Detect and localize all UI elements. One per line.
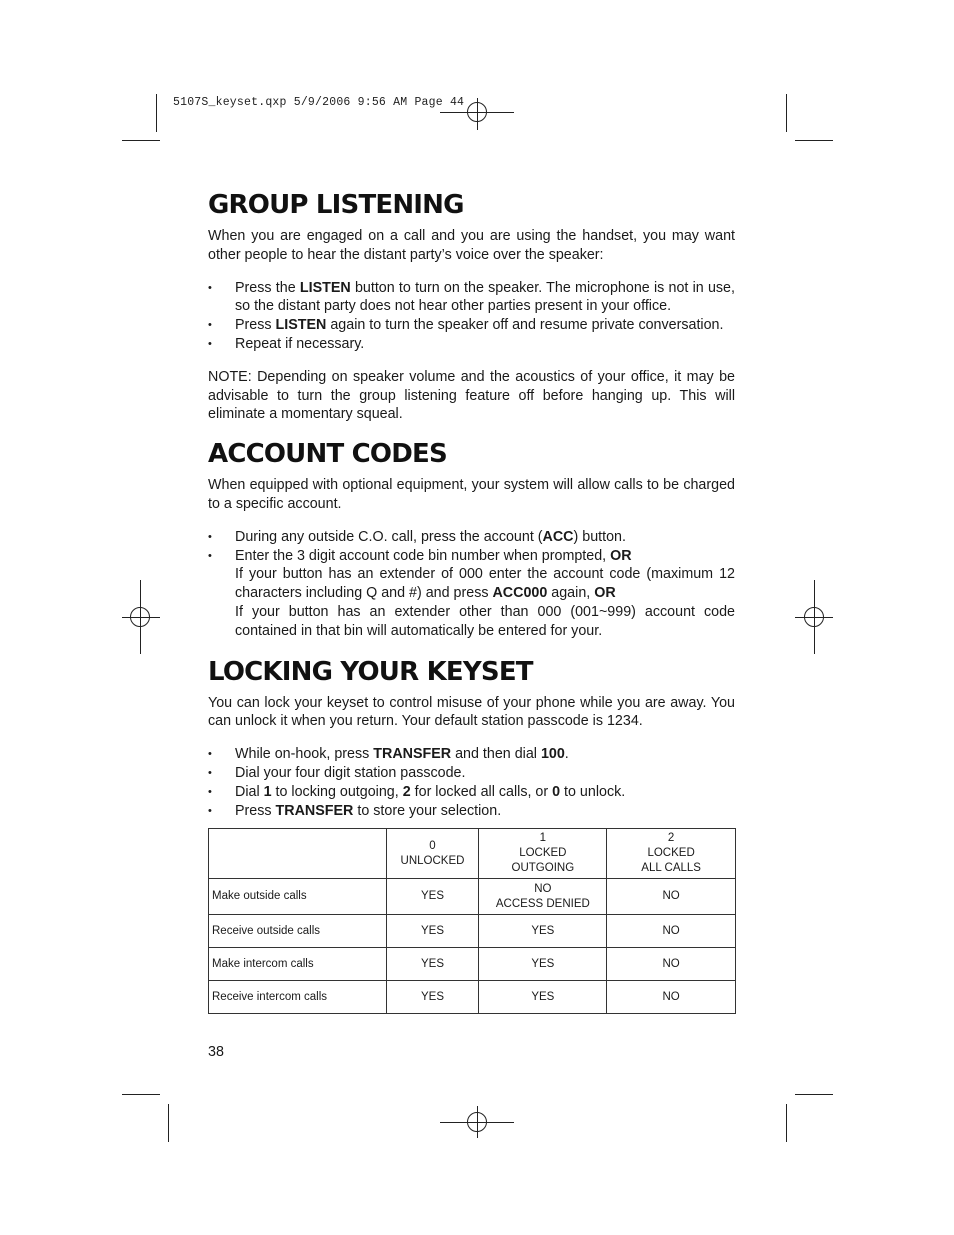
table-row (209, 879, 736, 915)
crop-mark (786, 94, 787, 132)
page-number: 38 (208, 1044, 224, 1060)
crop-mark (122, 140, 160, 141)
table-cell: YES (479, 981, 607, 1014)
table-header-cell: 0 UNLOCKED (386, 829, 479, 879)
table-cell: YES (386, 915, 479, 948)
crop-mark (168, 1104, 169, 1142)
table-row (209, 981, 736, 1014)
bullet-list (208, 745, 735, 820)
table-header-row (209, 829, 736, 879)
section-group-listening (208, 188, 735, 424)
list-item: • Dial your four digit station passcode. (208, 764, 735, 783)
table-cell: YES (479, 948, 607, 981)
crop-mark (795, 140, 833, 141)
table-cell: NO (607, 948, 736, 981)
list-item: • During any outside C.O. call, press the account (ACC) button. (208, 528, 735, 547)
list-item: • Press TRANSFER to store your selection. (208, 802, 735, 821)
section-heading: ACCOUNT CODES (208, 439, 447, 470)
table-header-cell: 2 LOCKED ALL CALLS (607, 829, 736, 879)
page-content (208, 188, 735, 820)
table-header-cell: 1 LOCKED OUTGOING (479, 829, 607, 879)
table-cell: NO ACCESS DENIED (479, 879, 607, 915)
lock-status-table (208, 828, 736, 1014)
section-intro: You can lock your keyset to control misuse of your phone while you are away. You can unlock it when you return. Your default station passcode is 1234. (208, 694, 735, 730)
table-cell: YES (386, 879, 479, 915)
table-cell: YES (479, 915, 607, 948)
list-item: • Press LISTEN again to turn the speaker off and resume private conversation. (208, 316, 735, 335)
row-label: Make outside calls (209, 879, 387, 915)
table-cell: NO (607, 879, 736, 915)
table-cell: NO (607, 915, 736, 948)
list-item: • Dial 1 to locking outgoing, 2 for locked all calls, or 0 to unlock. (208, 783, 735, 802)
note-text: NOTE: Depending on speaker volume and the acoustics of your office, it may be advisable to turn the group listening feature off before hanging up. This will eliminate a momentary squeal. (208, 368, 735, 423)
row-label: Receive outside calls (209, 915, 387, 948)
list-item: • Repeat if necessary. (208, 335, 735, 354)
row-label: Receive intercom calls (209, 981, 387, 1014)
section-locking-keyset (208, 655, 735, 821)
section-account-codes (208, 437, 735, 640)
crop-mark (786, 1104, 787, 1142)
table-header-empty (209, 829, 387, 879)
crop-mark (795, 1094, 833, 1095)
section-heading: LOCKING YOUR KEYSET (208, 656, 533, 687)
crop-mark (156, 94, 157, 132)
bullet-list (208, 279, 735, 354)
section-heading: GROUP LISTENING (208, 190, 464, 220)
file-slug: 5107S_keyset.qxp 5/9/2006 9:56 AM Page 44 (173, 96, 465, 109)
table-cell: NO (607, 981, 736, 1014)
table-cell: YES (386, 948, 479, 981)
table-row (209, 915, 736, 948)
table-row (209, 948, 736, 981)
bullet-list (208, 528, 735, 641)
crop-mark (122, 1094, 160, 1095)
row-label: Make intercom calls (209, 948, 387, 981)
table-cell: YES (386, 981, 479, 1014)
section-intro: When you are engaged on a call and you are using the handset, you may want other people to hear the distant party’s voice over the speaker: (208, 228, 735, 263)
list-item: • Press the LISTEN button to turn on the speaker. The microphone is not in use, so the distant party does not hear other parties present in your office. (208, 279, 735, 317)
list-item: • Enter the 3 digit account code bin number when prompted, OR If your button has an extender of 000 enter the account code (maximum 12 characters including Q and #) and press ACC000 again, OR If your button has an extender other than 000 (001~999) account code contained in that bin will automatically be entered for your. (208, 547, 735, 641)
list-item: • While on-hook, press TRANSFER and then dial 100. (208, 745, 735, 764)
section-intro: When equipped with optional equipment, your system will allow calls to be charged to a specific account. (208, 477, 735, 512)
